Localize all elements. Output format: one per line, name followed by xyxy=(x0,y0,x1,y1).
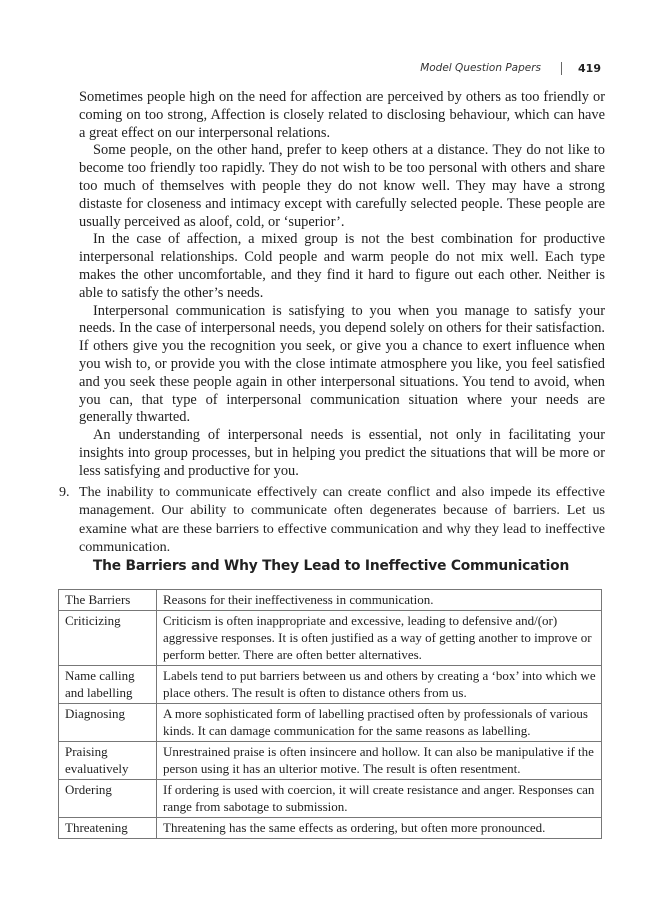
reason-cell: Labels tend to put barriers between us and others by creating a ‘box’ into which we place others. The result is often to distance others from us. xyxy=(157,666,602,704)
paragraph-distance: Some people, on the other hand, prefer to keep others at a distance. They do not like to become too friendly too rapidly. They do not wish to be too personal with others and share too much of themselves with people they do not know well. They may have a strong distaste for closeness and intimacy except with carefully selected people. These people are usually perceived as aloof, cold, or ‘superior’. xyxy=(79,142,605,230)
question-number: 9. xyxy=(59,484,70,500)
table-title: The Barriers and Why They Lead to Ineffective Communication xyxy=(92,558,570,574)
paragraph-satisfying-communication: Interpersonal communication is satisfying to you when you manage to satisfy your needs. In the case of interpersonal needs, you depend solely on others for their satisfaction. If others give you the recognition you seek, or give you a chance to exert influence when you wish to, or provide you with the close intimate atmosphere you like, you feel satisfied and you seek these people again in other interpersonal situations. You tend to avoid, when you can, that type of interpersonal communication situation where your needs are generally thwarted. xyxy=(79,302,605,426)
barrier-cell: Threatening xyxy=(59,818,157,839)
reason-cell: Criticism is often inappropriate and excessive, leading to defensive and/(or) aggressive responses. It is often justified as a way of getting another to improve or perform better. There are often better alternatives. xyxy=(157,611,602,666)
table-header-row xyxy=(59,590,602,611)
table-row xyxy=(59,611,602,666)
table-row xyxy=(59,666,602,704)
running-header-title: Model Question Papers xyxy=(420,62,542,74)
barrier-cell: Praising evaluatively xyxy=(59,742,157,780)
table-row xyxy=(59,818,602,839)
barrier-cell: Ordering xyxy=(59,780,157,818)
reason-cell: A more sophisticated form of labelling practised often by professionals of various kinds. It can damage communication for the same reasons as labelling. xyxy=(157,704,602,742)
body-text xyxy=(79,89,605,481)
reason-cell: Threatening has the same effects as ordering, but often more pronounced. xyxy=(157,818,602,839)
barrier-cell: Name calling and labelling xyxy=(59,666,157,704)
barriers-table xyxy=(58,589,602,839)
header-cell-barriers: The Barriers xyxy=(59,590,157,611)
page-number: 419 xyxy=(578,61,601,75)
running-header xyxy=(420,60,601,76)
barrier-cell: Criticizing xyxy=(59,611,157,666)
header-separator xyxy=(561,62,562,75)
header-cell-reasons: Reasons for their ineffectiveness in communication. xyxy=(157,590,602,611)
table-row xyxy=(59,704,602,742)
table-row xyxy=(59,742,602,780)
question-text: The inability to communicate effectively can create conflict and also impede its effective management. Our ability to communicate often degenerates because of barriers. Let us examine what are these barriers to effective communication and why they lead to ineffective communication. xyxy=(79,484,605,556)
barrier-cell: Diagnosing xyxy=(59,704,157,742)
paragraph-affection-perception: Sometimes people high on the need for affection are perceived by others as too friendly or coming on too strong, Affection is closely related to disclosing behaviour, which can have a great effect on our interpersonal relations. xyxy=(79,89,605,141)
reason-cell: Unrestrained praise is often insincere and hollow. It can also be manipulative if the person using it has an ulterior motive. The result is often resentment. xyxy=(157,742,602,780)
table-row xyxy=(59,780,602,818)
paragraph-mixed-group: In the case of affection, a mixed group is not the best combination for productive interpersonal relationships. Cold people and warm people do not mix well. Each type makes the other uncomfortable, and they find it hard to figure out each other. Neither is able to satisfy the other’s needs. xyxy=(79,231,605,301)
question-9 xyxy=(59,483,605,557)
paragraph-understanding-needs: An understanding of interpersonal needs is essential, not only in facilitating your insights into group processes, but in helping you predict the situations that will be more or less satisfying and productive for you. xyxy=(79,427,605,479)
reason-cell: If ordering is used with coercion, it will create resistance and anger. Responses can range from sabotage to submission. xyxy=(157,780,602,818)
